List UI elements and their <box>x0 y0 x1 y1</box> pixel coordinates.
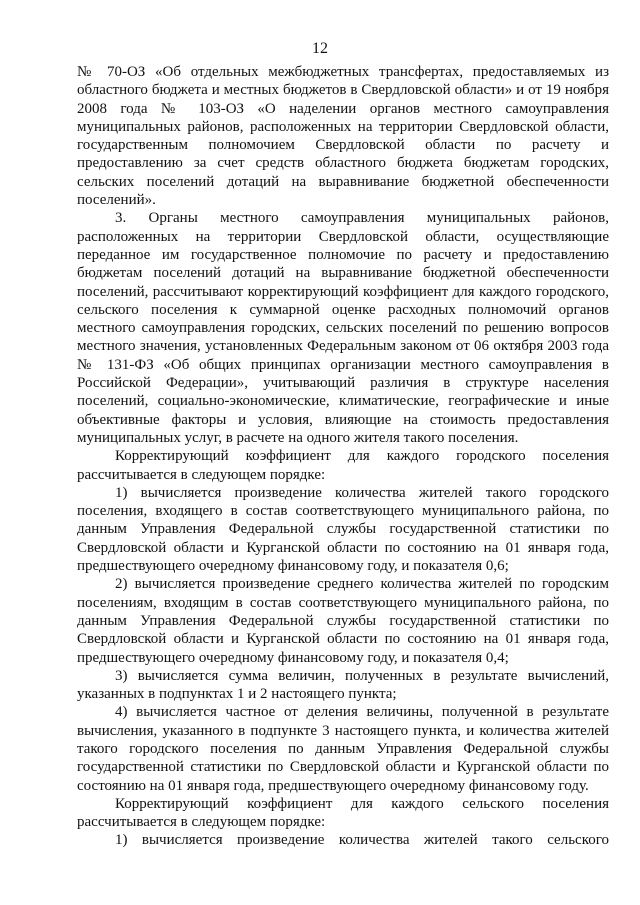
paragraph-law-references: № 70-ОЗ «Об отдельных межбюджетных трансфертах, предоставляемых из областного бюджета и местных бюджетов в Свердловской области» и от 19 ноября 2008 года № 103-ОЗ «О наделении органов местного самоуправления муниципальных районов, расположенных на территории Свердловской области, государственным полномочием Свердловской области по расчету и предоставлению за счет средств областного бюджета бюджетам городских, сельских поселений дотаций на выравнивание бюджетной обеспеченности поселений». <box>77 64 609 209</box>
paragraph-item-3: 3. Органы местного самоуправления муниципальных районов, расположенных на территории Свердловской области, осуществляющие переданное им государственное полномочие по расчету и предоставлению бюджетам поселений дотаций на выравнивание бюджетной обеспеченности поселений, рассчитывают корректирующий коэффициент для каждого городского, сельского поселения к суммарной оценке расходных полномочий органов местного самоуправления городских, сельских поселений по решению вопросов местного значения, установленных Федеральным законом от 06 октября 2003 года № 131-ФЗ «Об общих принципах организации местного самоуправления в Российской Федерации», учитывающий различия в структуре населения поселений, социально-экономические, климатические, географические и иные объективные факторы и условия, влияющие на стоимость предоставления муниципальных услуг, в расчете на одного жителя такого поселения. <box>77 210 609 446</box>
paragraph-urban-step-2: 2) вычисляется произведение среднего количества жителей по городским поселениям, входящим в состав соответствующего муниципального района, по данным Управления Федеральной службы государственной статистики по Свердловской области и Курганской области по состоянию на 01 января года, предшествующего очередному финансовому году, и показателя 0,4; <box>77 576 609 666</box>
paragraph-urban-coefficient-intro: Корректирующий коэффициент для каждого городского поселения рассчитывается в следующем порядке: <box>77 448 609 483</box>
paragraph-urban-step-3: 3) вычисляется сумма величин, полученных в результате вычислений, указанных в подпунктах 1 и 2 настоящего пункта; <box>77 667 609 703</box>
paragraph-urban-step-4: 4) вычисляется частное от деления величины, полученной в результате вычисления, указанного в подпункте 3 настоящего пункта, и количества жителей такого городского поселения по данным Управления Федеральной службы государственной статистики по Свердловской области и Курганской области по состоянию на 01 января года, предшествующего очередному финансовому году. <box>77 704 609 794</box>
paragraph-rural-step-1: 1) вычисляется произведение количества жителей такого сельского <box>115 832 609 849</box>
page-number: 12 <box>312 40 328 57</box>
paragraph-urban-step-1: 1) вычисляется произведение количества жителей такого городского поселения, входящего в состав соответствующего муниципального района, по данным Управления Федеральной службы государственной статистики по Свердловской области и Курганской области по состоянию на 01 января года, предшествующего очередному финансовому году, и показателя 0,6; <box>77 484 609 575</box>
document-body <box>77 63 609 850</box>
paragraph-rural-coefficient-intro: Корректирующий коэффициент для каждого сельского поселения рассчитывается в следующем порядке: <box>77 795 609 831</box>
